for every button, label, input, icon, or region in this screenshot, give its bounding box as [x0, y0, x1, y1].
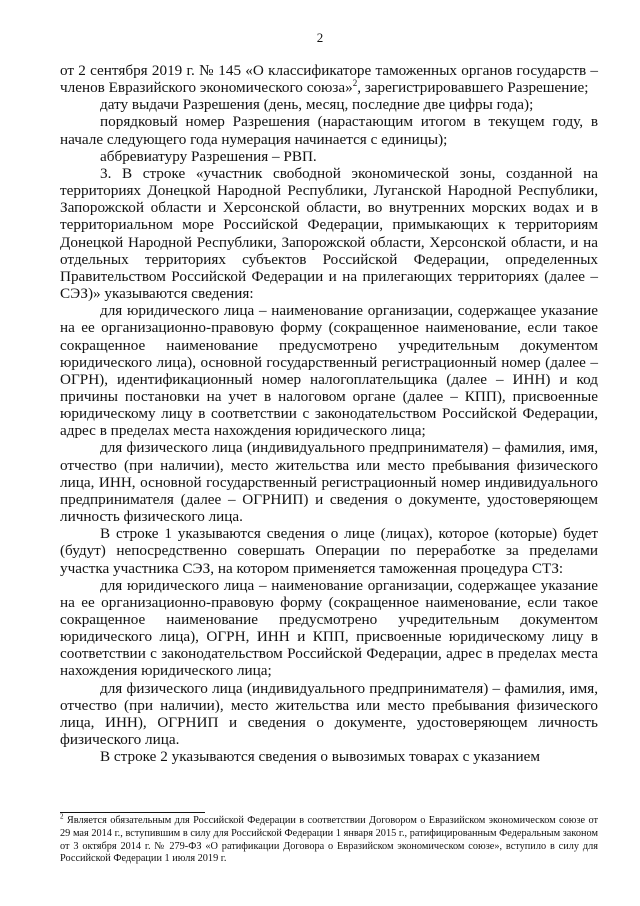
footnote [60, 812, 598, 866]
paragraph: 3. В строке «участник свободной экономической зоны, созданной на территориях Донецкой Народной Республики, Луганской Народной Республики, Запорожской области и Херсонской области, во внутренних морских водах и в территориальном море Российской Федерации, примыкающих к территориям Донецкой Народной Республики, Запорожской области, Херсонской области, и на отдельных территориях субъектов Российской Федерации, определенных Правительством Российской Федерации и на прилегающих территориях (далее – СЭЗ)» указываются сведения: [60, 164, 598, 303]
paragraph: В строке 2 указываются сведения о вывозимых товарах с указанием [100, 748, 540, 766]
footnote-mark: 2 [60, 812, 64, 821]
paragraph: для физического лица (индивидуального предпринимателя) – фамилия, имя, отчество (при наличии), место жительства или место пребывания физического лица, ИНН), ОГРНИП и сведения о документе, удостоверяющем личность физического лица. [60, 679, 598, 749]
footnote-reference: 2 [352, 78, 358, 89]
paragraph: аббревиатуру Разрешения – РВП. [100, 147, 317, 165]
paragraph: для физического лица (индивидуального предпринимателя) – фамилия, имя, отчество (при наличии), место жительства или место пребывания физического лица, ИНН, основной государственный регистрационный номер индивидуального предпринимателя (далее – ОГРНИП) и сведения о документе, удостоверяющем личность физического лица. [60, 439, 598, 526]
paragraph-text-tail: , зарегистрировавшего Разрешение; [357, 79, 589, 97]
paragraph-text: от 2 сентября 2019 г. № 145 «О классификаторе таможенных органов государств – членов Евразийского экономического союза» [60, 62, 598, 97]
paragraph: для юридического лица – наименование организации, содержащее указание на ее организационно-правовую форму (сокращенное наименование, если такое сокращенное наименование предусмотрено учредительным документом юридического лица), ОГРН, ИНН и КПП, присвоенные юридическому лицу в соответствии с законодательством Российской Федерации, адрес в пределах места нахождения юридического лица; [60, 576, 598, 680]
document-body [60, 62, 598, 765]
footnote-separator [60, 812, 205, 813]
page-number: 2 [316, 30, 324, 45]
paragraph: дату выдачи Разрешения (день, месяц, последние две цифры года); [100, 96, 534, 114]
paragraph: для юридического лица – наименование организации, содержащее указание на ее организационно-правовую форму (сокращенное наименование, если такое сокращенное наименование предусмотрено учредительным документом юридического лица), основной государственный регистрационный номер (далее – ОГРН), идентификационный номер налогоплательщика (далее – ИНН) и код причины постановки на учет в налоговом органе (далее – КПП), присвоенные юридическому лицу в соответствии с законодательством Российской Федерации, адрес в пределах места нахождения юридического лица; [60, 302, 598, 440]
paragraph: В строке 1 указываются сведения о лице (лицах), которое (которые) будет (будут) непосредственно совершать Операции по переработке за пределами участка участника СЭЗ, на котором применяется таможенная процедура СТЗ: [60, 525, 598, 577]
footnote-text: Является обязательным для Российской Федерации в соответствии Договором о Евразийском экономическом союзе от 29 мая 2014 г., вступившим в силу для Российской Федерации 1 января 2015 г., ратифицированным Федеральным законом от 3 октября 2014 г. № 279-ФЗ «О ратификации Договора о Евразийском экономическом союзе», вступило в силу для Российской Федерации 1 июля 2019 г. [60, 815, 598, 865]
paragraph: порядковый номер Разрешения (нарастающим итогом в текущем году, в начале следующего года нумерация начинается с единицы); [60, 113, 598, 148]
paragraph [60, 62, 598, 96]
